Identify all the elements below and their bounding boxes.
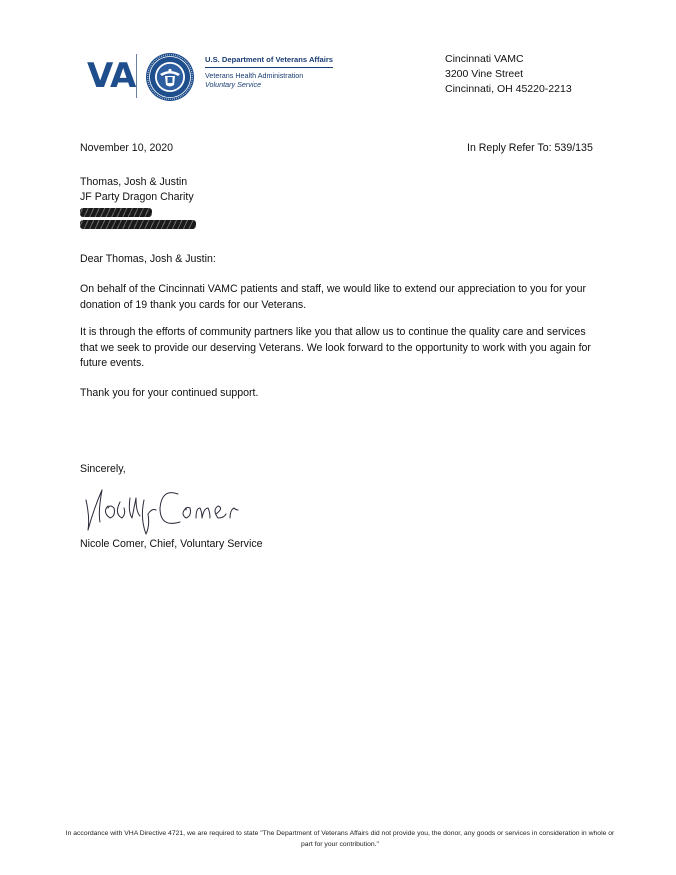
footer-disclaimer: In accordance with VHA Directive 4721, we are required to state "The Department of Veterans Affairs did not provide you, the donor, any goods or services in consideration in whole or part for your contribution.": [65, 830, 615, 848]
closing: Sincerely,: [80, 463, 126, 475]
facility-name: Cincinnati VAMC: [445, 53, 524, 65]
signer-name-title: Nicole Comer, Chief, Voluntary Service: [80, 538, 263, 550]
facility-city: Cincinnati, OH 45220-2213: [445, 83, 572, 95]
body-paragraph-1: On behalf of the Cincinnati VAMC patients and staff, we would like to extend our appreciation to you for your donation of 19 thank you cards for our Veterans.: [80, 283, 587, 311]
administration-name: Veterans Health Administration: [205, 71, 304, 80]
logo-divider: [136, 54, 137, 98]
recipient-address: [80, 175, 196, 232]
department-name: U.S. Department of Veterans Affairs: [205, 55, 334, 64]
va-seal-icon: [145, 52, 195, 102]
reply-reference: In Reply Refer To: 539/135: [467, 142, 593, 154]
handwritten-signature: [80, 478, 270, 538]
salutation: Dear Thomas, Josh & Justin:: [80, 253, 216, 265]
body-paragraph-3: Thank you for your continued support.: [80, 387, 259, 399]
recipient-names: Thomas, Josh & Justin: [80, 176, 188, 188]
service-name: Voluntary Service: [205, 80, 262, 89]
redacted-city: [80, 220, 196, 229]
body-paragraph-2: It is through the efforts of community partners like you that allow us to continue the quality care and services that we seek to provide our deserving Veterans. We look forward to the opportunity to work with you again for future events.: [80, 326, 591, 369]
facility-address: [445, 52, 572, 97]
recipient-organization: JF Party Dragon Charity: [80, 191, 194, 203]
facility-street: 3200 Vine Street: [445, 68, 524, 80]
department-rule: [205, 67, 333, 68]
letter-date: November 10, 2020: [80, 142, 174, 154]
redacted-street: [80, 208, 152, 217]
va-logo: VA: [87, 56, 136, 96]
